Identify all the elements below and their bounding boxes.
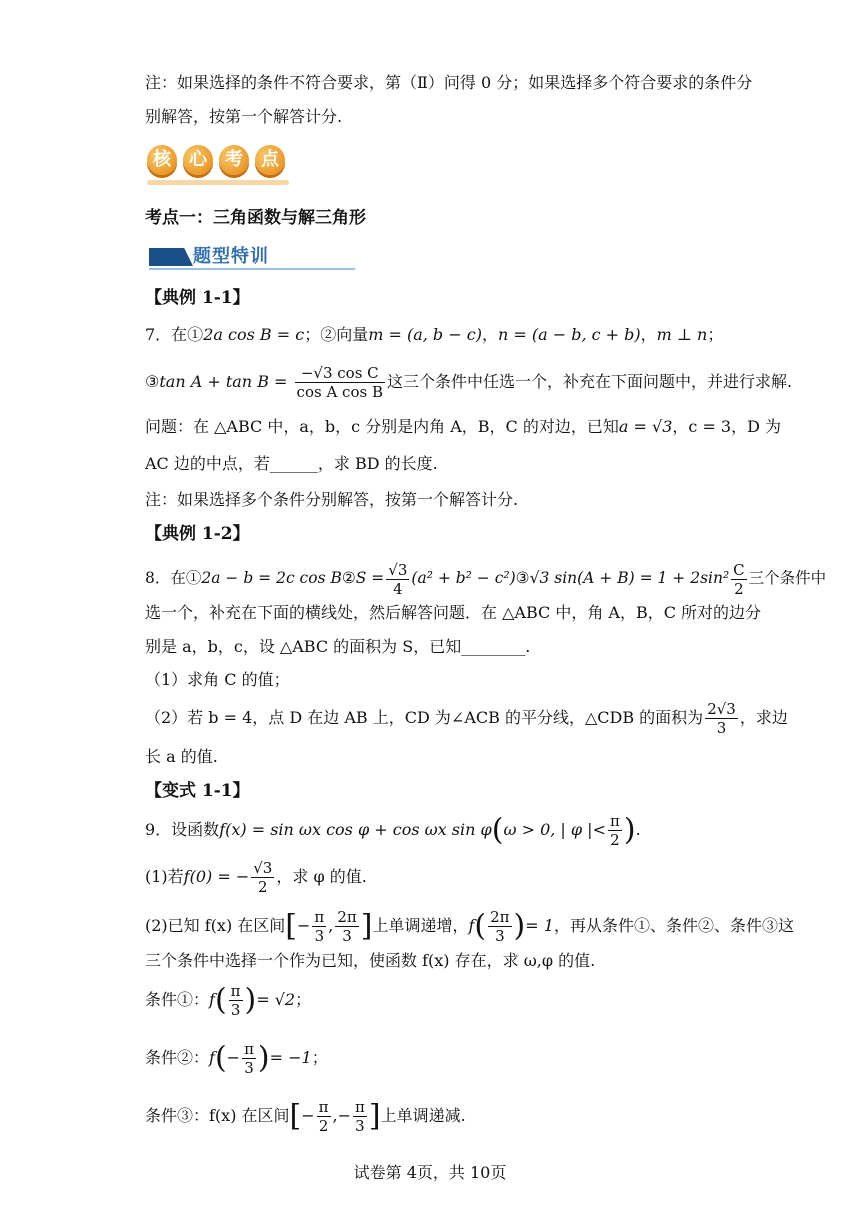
banner-title: 题型特训 (193, 246, 269, 267)
badge-char-3: 考 (219, 145, 249, 175)
q9-interval-b (335, 908, 358, 945)
example-1-1-header: 【典例 1-1】 (145, 288, 250, 308)
q9-cond3-b-numerator: π (355, 1098, 365, 1116)
q9-interval-a-numerator: π (314, 908, 325, 926)
badge-char-1: 核 (147, 145, 177, 175)
q7-cond3-denominator: cos A cos B (296, 383, 383, 401)
q9-cond2-paren-open: ( (214, 1040, 227, 1076)
q9-interval-minus: − (297, 916, 311, 935)
q9-cond1-f: f (209, 990, 215, 1009)
q9-cond3-b-denominator: 3 (355, 1117, 365, 1135)
q7-cond3-numerator: −√3 cos C (295, 364, 385, 383)
q9-cond3-close: ] (368, 1098, 381, 1134)
q9-cond3-minus-b: − (337, 1106, 352, 1125)
q9-part1-tail: ，求 φ 的值. (276, 867, 367, 886)
q9-cond1-fraction (229, 982, 243, 1019)
q9-condition-3 (145, 1094, 725, 1138)
q7-condition-1: 2a cos B = c (203, 325, 305, 344)
page-footer: 试卷第 4页，共 10页 (353, 1163, 507, 1182)
q9-f-rhs: = 1 (525, 916, 554, 935)
q9-cond2-fraction (242, 1040, 256, 1077)
q8-sub2-text: （2）若 b = 4，点 D 在边 AB 上，CD 为∠ACB 的平分线，△CDB 的面积为 (145, 708, 704, 727)
q9-interval-b-numerator: 2π (337, 908, 357, 926)
q9-f-symbol: f (468, 916, 475, 935)
q8-line-2: 选一个，补充在下面的横线处，然后解答问题．在 △ABC 中，角 A，B，C 所对的边分 (145, 603, 762, 622)
q9-cond2-rhs: = −1 (269, 1048, 312, 1067)
q9-cond1-tail: ； (295, 990, 312, 1009)
q9-cond2-paren-close: ) (257, 1040, 270, 1076)
variant-1-1-header: 【变式 1-1】 (145, 781, 250, 801)
note-top-line-2: 别解答，按第一个解答计分. (145, 107, 343, 126)
q9-cond2-numerator: π (244, 1040, 254, 1058)
q9-condition-1 (145, 978, 725, 1022)
q9-cond2-f: f (209, 1048, 215, 1067)
q9-cond3-a (317, 1098, 331, 1135)
q8-line-3: 别是 a，b，c，设 △ABC 的面积为 S，已知________. (145, 637, 531, 656)
q9-cond1-numerator: π (230, 982, 241, 1000)
q9-part-2-line-2: 三个条件中选择一个作为已知，使函数 f(x) 存在，求 ω,φ 的值. (145, 951, 596, 970)
q9-cond2-denominator: 3 (244, 1059, 254, 1077)
example-1-2-header: 【典例 1-2】 (145, 524, 250, 544)
q9-cond3-minus-a: − (301, 1106, 315, 1125)
q7-problem-line-1 (145, 416, 782, 438)
q8-sub-1: （1）求角 C 的值； (145, 670, 290, 689)
q9-line-1 (145, 808, 725, 852)
q9-end: . (635, 820, 641, 839)
q9-paren-open: ( (491, 812, 504, 848)
q8-cond2-rhs: (a² + b² − c²) (411, 569, 516, 587)
q9-cond3-open: [ (289, 1098, 302, 1134)
q9-paren-close: ) (623, 812, 636, 848)
badge-char-4: 点 (255, 145, 285, 175)
q9-cond3-a-denominator: 2 (318, 1117, 329, 1135)
q7-comma-1: ， (481, 325, 498, 344)
q9-number: 9．设函数 (145, 820, 220, 839)
q7-number: 7．在① (145, 325, 204, 344)
q7-cond3-lhs: tan A + tan B = (159, 372, 288, 391)
q8-sub2-numerator: 2√3 (707, 700, 736, 718)
q9-condition-denominator: 2 (610, 831, 620, 849)
q9-cond1-rhs: = √2 (256, 990, 296, 1009)
q8-cond2-lhs: S = (355, 569, 385, 587)
q9-f-paren-close: ) (513, 908, 526, 944)
q9-cond1-prefix: 条件①： (145, 990, 210, 1009)
q9-cond1-denominator: 3 (230, 1001, 241, 1019)
section-title: 考点一：三角函数与解三角形 (145, 208, 366, 228)
q8-cond3-prefix: ③ (515, 569, 530, 587)
q8-cond2-fraction (386, 561, 409, 598)
banner-arrow (149, 248, 193, 266)
q7-c-value: ，c = 3，D 为 (672, 417, 782, 436)
q8-sub-2-line-2: 长 a 的值. (145, 747, 218, 766)
q9-part1-prefix: (1)若 (145, 867, 184, 886)
q7-perpendicular: m ⊥ n (656, 325, 708, 344)
q9-interval-a-denominator: 3 (314, 927, 325, 945)
q7-line-2 (145, 360, 793, 404)
q8-cond2-numerator: √3 (388, 560, 408, 579)
q9-part2-mid: 上单调递增， (372, 916, 469, 935)
q9-cond3-prefix: 条件③：f(x) 在区间 (145, 1106, 290, 1125)
q7-sep-1: ；②向量 (304, 325, 369, 344)
q9-cond3-b (353, 1098, 367, 1135)
q9-interval-comma: , (328, 916, 334, 935)
q8-cond3-fraction (731, 561, 746, 598)
badge-underline (147, 180, 289, 185)
q9-f-paren-open: ( (474, 908, 487, 944)
q9-cond3-comma: , (332, 1106, 338, 1125)
q7-cond3-prefix: ③ (145, 372, 160, 391)
q8-condition-1: 2a − b = 2c cos B (201, 569, 342, 587)
banner-rule (149, 268, 355, 270)
q7-cond3-fraction (295, 364, 385, 401)
q9-part-1 (145, 855, 725, 899)
q7-problem-line-2: AC 边的中点，若______，求 BD 的长度. (145, 454, 438, 473)
note-top-line-1: 注：如果选择的条件不符合要求，第（Ⅱ）问得 0 分；如果选择多个符合要求的条件分 (145, 73, 753, 92)
q9-interval-b-denominator: 3 (342, 927, 352, 945)
q7-vector-m: m = (a, b − c) (368, 325, 482, 344)
q9-condition-numerator: π (609, 812, 620, 830)
q9-cond1-paren-close: ) (244, 982, 257, 1018)
q9-function: f(x) = sin ωx cos φ + cos ωx sin φ (219, 820, 492, 839)
q9-cond3-tail: 上单调递减. (380, 1106, 466, 1125)
q9-cond2-minus: − (226, 1048, 241, 1067)
badge-char-2: 心 (183, 145, 213, 175)
q8-sub-2 (145, 696, 788, 740)
q9-f-denominator: 3 (495, 927, 505, 945)
q9-part2-prefix: (2)已知 f(x) 在区间 (145, 916, 286, 935)
q9-interval-close: ] (360, 908, 373, 944)
q7-note: 注：如果选择多个条件分别解答，按第一个解答计分. (145, 490, 519, 509)
q9-f-fraction (488, 908, 511, 945)
q8-line-1 (145, 556, 827, 600)
q9-cond3-a-numerator: π (318, 1098, 329, 1116)
q8-cond3-tail: 三个条件中 (748, 569, 827, 587)
question-type-banner (149, 246, 355, 270)
q8-cond3-lhs: √3 sin(A + B) = 1 + 2sin² (529, 569, 730, 587)
q9-part1-fraction (251, 859, 274, 896)
q8-cond3-numerator: C (733, 560, 745, 579)
q9-condition-2 (145, 1036, 725, 1080)
q7-a-value: a = √3 (618, 417, 673, 436)
q7-comma-2: ， (640, 325, 657, 344)
q9-part1-lhs: f(0) = − (183, 867, 250, 886)
q8-cond2-denominator: 4 (393, 579, 403, 598)
q8-sub2-fraction (705, 700, 738, 737)
q9-f-numerator: 2π (490, 908, 510, 926)
q9-interval-open: [ (285, 908, 297, 944)
q7-semicolon: ； (707, 325, 724, 344)
q9-interval-a (312, 908, 326, 945)
q7-problem-text: 问题：在 △ABC 中，a，b，c 分别是内角 A，B，C 的对边，已知 (145, 417, 619, 436)
q9-condition-fraction (608, 812, 622, 849)
q9-part-2 (145, 904, 794, 948)
q9-cond1-paren-open: ( (214, 982, 227, 1018)
q9-cond2-tail: ； (311, 1048, 328, 1067)
q8-number: 8．在① (145, 569, 202, 587)
q9-cond2-prefix: 条件②： (145, 1048, 210, 1067)
q8-sub2-denominator: 3 (716, 719, 727, 737)
q8-cond2-prefix: ② (341, 569, 356, 587)
q8-sub2-tail: ，求边 (739, 708, 788, 727)
q7-cond3-tail: 这三个条件中任选一个，补充在下面问题中，并进行求解. (386, 372, 793, 391)
q9-part1-numerator: √3 (253, 859, 273, 877)
q7-vector-n: n = (a − b, c + b) (497, 325, 641, 344)
q9-condition: ω > 0, | φ |< (503, 820, 606, 839)
q7-line-1 (145, 324, 725, 346)
q9-part1-denominator: 2 (258, 878, 268, 896)
q8-cond3-denominator: 2 (734, 579, 744, 598)
q9-part2-tail: ，再从条件①、条件②、条件③这 (553, 916, 794, 935)
